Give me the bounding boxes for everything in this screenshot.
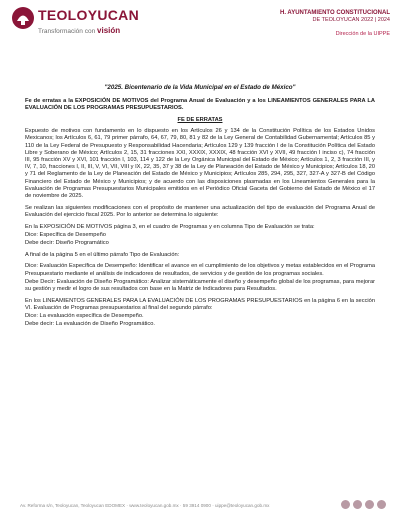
document-paragraph: Dice: La evaluación específica de Desempeño. <box>25 313 144 320</box>
letterhead <box>0 0 400 56</box>
document-paragraph: Dice: Específica de Desempeño <box>25 231 106 238</box>
document-paragraph: A final de la página 5 en el último párrafo Tipo de Evaluación: <box>25 251 180 258</box>
document-paragraph: En los LINEAMIENTOS GENERALES PARA LA EVALUACIÓN DE LOS PROGRAMAS PRESUPUESTARIOS en la página 6 en la sección VI. Evaluación de Programas presupuestarios al final del segundo párrafo: <box>25 297 375 311</box>
document-paragraph: Debe Decir: Evaluación de Diseño Programático: Analizar sistemáticamente el diseño y desempeño global de los programas, para mejorar su gestión y medir el logro de sus resultados con base en la Matriz de Indicadores para Resultados. <box>25 278 375 292</box>
year-title: "2025. Bicentenario de la Vida Municipal en el Estado de México" <box>104 84 296 91</box>
brand-slogan <box>38 26 120 35</box>
document-paragraph: Se realizan las siguientes modificaciones con el propósito de mantener una actualización del tipo de evaluación del Programa Anual de Evaluación del ejercicio fiscal 2025. Por lo anterior se determina lo siguiente: <box>25 204 375 218</box>
brand-title: TEOLOYUCAN <box>38 7 139 23</box>
organization-period: DE TEOLOYUCAN 2022 | 2024 <box>312 17 390 23</box>
facebook-icon[interactable] <box>341 500 350 509</box>
slogan-lead: Transformación con <box>38 28 96 35</box>
document-paragraph: En la EXPOSICIÓN DE MOTIVOS página 3, en el cuadro de Programas y en columna Tipo de Evaluación se trata: <box>25 223 315 230</box>
twitter-icon[interactable] <box>353 500 362 509</box>
page-footer <box>0 495 400 518</box>
document-paragraph: Expuesto de motivos con fundamento en lo dispuesto en los Artículos 26 y 134 de la Constitución Política de los Estados Unidos Mexicanos; los Artículos 6, 61, 79 primer párrafo, 64, 67, 79, 80, 81 y 82 de la Ley General de Contabilidad Gubernamental; Artículos 85 y 110 de la Ley Federal de Presupuesto y Responsabilidad Hacendaria; Artículos 129 y 139 fracción I de la Constitución Política del Estado Libre y Soberano de México; Artículos 2, 15, 31 fracciones XXI, XXXIX, XXXIX, 48 fracción XVI y XVII, 49 fracción I inciso c), 74 fracción III, 95 fracción XV y XVI, 101 fracción I, 103, 114 y 122 de la Ley Orgánica Municipal del Estado de México; Artículos 1, 2, 3 fracción III, y IV, 7, 10, fracciones I, II, III, V, VI, VII, VIII y IX, 22, 35, 37 y 38 de la Ley de Planeación del Estado de México y Municipios; Artículos 18, 20 y 71 del Reglamento de la Ley de Planeación del Estado de México y Municipios; Artículos 285, 294, 295, 327, 327-A y 327-B del Código Financiero del Estado de México y Municipios; y de acuerdo con las disposiciones plasmadas en los Lineamientos Generales para la Evaluación de Programas Presupuestarios Municipales emitidos en el Periódico Oficial Gaceta del Gobierno del Estado de México el 17 de noviembre de 2025. <box>25 128 375 199</box>
teoloyucan-emblem-icon <box>11 6 35 30</box>
footer-address: Av. Reforma s/n, Teoloyucan, Teoloyucan EDOMEX · www.teoloyucan.gob.mx · 59 3914 0900 · uippe@teoloyucan.gob.mx <box>20 503 270 508</box>
document-paragraph: Debe decir: La evaluación de Diseño Programático. <box>25 321 155 328</box>
youtube-icon[interactable] <box>377 500 386 509</box>
document-paragraph: Fe de erratas a la EXPOSICIÓN DE MOTIVOS del Programa Anual de Evaluación y a los LINEAMIENTOS GENERALES PARA LA EVALUACIÓN DE LOS PROGRAMAS PRESUPUESTARIOS. <box>25 98 375 112</box>
organization-block <box>230 10 390 37</box>
social-links <box>341 500 386 509</box>
document-paragraph: Dice: Evaluación Específica de Desempeño: Identificar el avance en el cumplimiento de los objetivos y metas establecidos en el Programa Presupuestario mediante el análisis de indicadores de resultados, de servicios y de gestión de los programas sociales. <box>25 263 375 277</box>
department-name: Dirección de la UIPPE <box>335 31 390 37</box>
document-body <box>25 98 375 333</box>
organization-name: H. AYUNTAMIENTO CONSTITUCIONAL <box>279 10 390 16</box>
instagram-icon[interactable] <box>365 500 374 509</box>
section-heading: FE DE ERRATAS <box>177 116 223 123</box>
slogan-word: visión <box>97 26 121 35</box>
document-paragraph: Debe decir: Diseño Programático <box>25 239 109 246</box>
